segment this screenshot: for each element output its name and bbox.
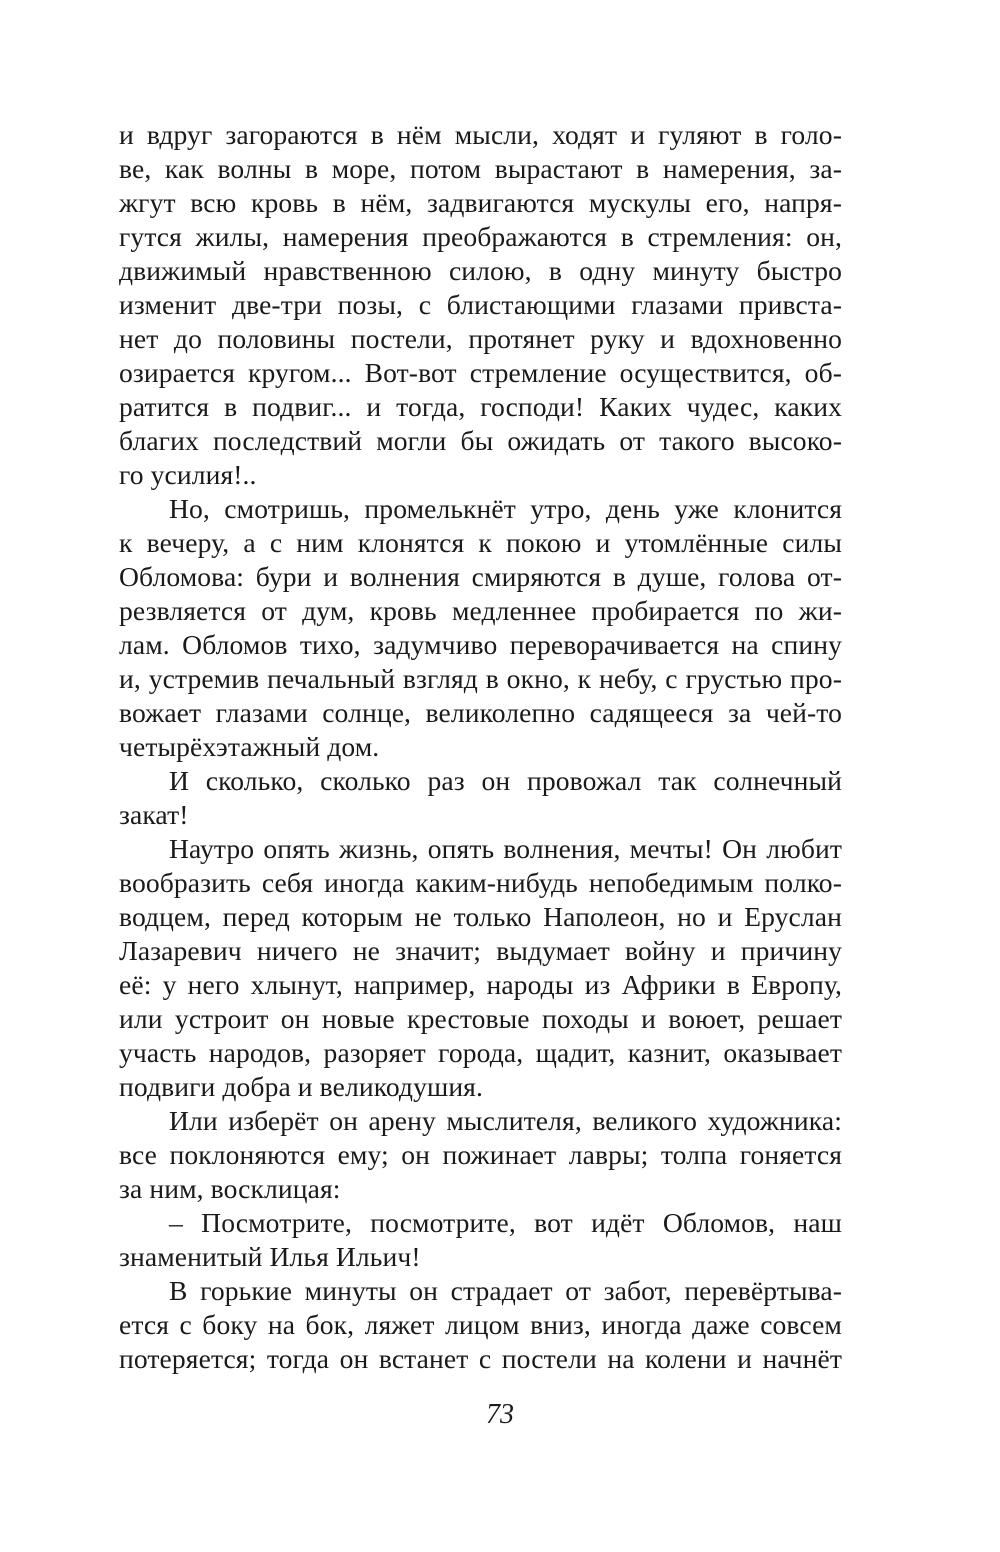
text-line: ется с боку на бок, ляжет лицом вниз, иногда даже совсем xyxy=(119,1309,842,1340)
text-line: Но, смотришь, промелькнёт утро, день уже клонится xyxy=(169,493,842,524)
text-line: Лазаревич ничего не значит; выдумает войну и причину xyxy=(119,935,842,966)
text-line: потеряется; тогда он встанет с постели на колени и начнёт xyxy=(119,1343,842,1374)
text-line: подвиги добра и великодушия. xyxy=(119,1071,483,1102)
text-line: изменит две-три позы, с блистающими глазами привста- xyxy=(119,289,842,320)
text-line: четырёхэтажный дом. xyxy=(119,731,380,762)
text-line: – Посмотрите, посмотрите, вот идёт Обломов, наш xyxy=(169,1207,842,1238)
text-line: И сколько, сколько раз он провожал так солнечный xyxy=(169,765,842,796)
text-line: благих последствий могли бы ожидать от такого высоко- xyxy=(119,425,842,456)
text-line: жгут всю кровь в нём, задвигаются мускулы его, напря- xyxy=(119,187,842,218)
page-body xyxy=(119,118,842,1376)
text-line: нет до половины постели, протянет руку и вдохновенно xyxy=(119,323,842,354)
text-line: Обломова: бури и волнения смиряются в душе, голова от- xyxy=(119,561,842,592)
text-line: водцем, перед которым не только Наполеон, но и Еруслан xyxy=(119,901,842,932)
text-line: лам. Обломов тихо, задумчиво переворачивается на спину xyxy=(119,629,842,660)
text-line: и, устремив печальный взгляд в окно, к небу, с грустью про- xyxy=(119,663,842,694)
text-line: ве, как волны в море, потом вырастают в намерения, за- xyxy=(119,153,842,184)
text-line: В горькие минуты он страдает от забот, перевёртыва- xyxy=(169,1275,842,1306)
text-line: за ним, восклицая: xyxy=(119,1173,341,1204)
text-line: и вдруг загораются в нём мысли, ходят и гуляют в голо- xyxy=(119,119,842,150)
text-line: Или изберёт он арену мыслителя, великого художника: xyxy=(169,1105,842,1136)
text-line: её: у него хлынут, например, народы из Африки в Европу, xyxy=(119,969,842,1000)
text-line: Наутро опять жизнь, опять волнения, мечты! Он любит xyxy=(169,833,842,864)
text-line: или устроит он новые крестовые походы и воюет, решает xyxy=(119,1003,842,1034)
text-line: го усилия!.. xyxy=(119,459,257,490)
text-line: знаменитый Илья Ильич! xyxy=(119,1241,421,1272)
text-line: озирается кругом... Вот-вот стремление осуществится, об- xyxy=(119,357,842,388)
text-line: гутся жилы, намерения преображаются в стремления: он, xyxy=(119,221,842,252)
text-line: движимый нравственною силою, в одну минуту быстро xyxy=(119,255,842,286)
text-line: все поклоняются ему; он пожинает лавры; толпа гоняется xyxy=(119,1139,842,1170)
text-line: вообразить себя иногда каким-нибудь непобедимым полко- xyxy=(119,867,842,898)
text-line: к вечеру, а с ним клонятся к покою и утомлённые силы xyxy=(119,527,842,558)
text-line: резвляется от дум, кровь медленнее пробирается по жи- xyxy=(119,595,842,626)
text-line: участь народов, разоряет города, щадит, казнит, оказывает xyxy=(119,1037,842,1068)
text-line: ратится в подвиг... и тогда, господи! Каких чудес, каких xyxy=(119,391,842,422)
page-number: 73 xyxy=(486,1399,514,1430)
text-line: закат! xyxy=(119,799,189,830)
text-line: вожает глазами солнце, великолепно садящееся за чей-то xyxy=(119,697,842,728)
